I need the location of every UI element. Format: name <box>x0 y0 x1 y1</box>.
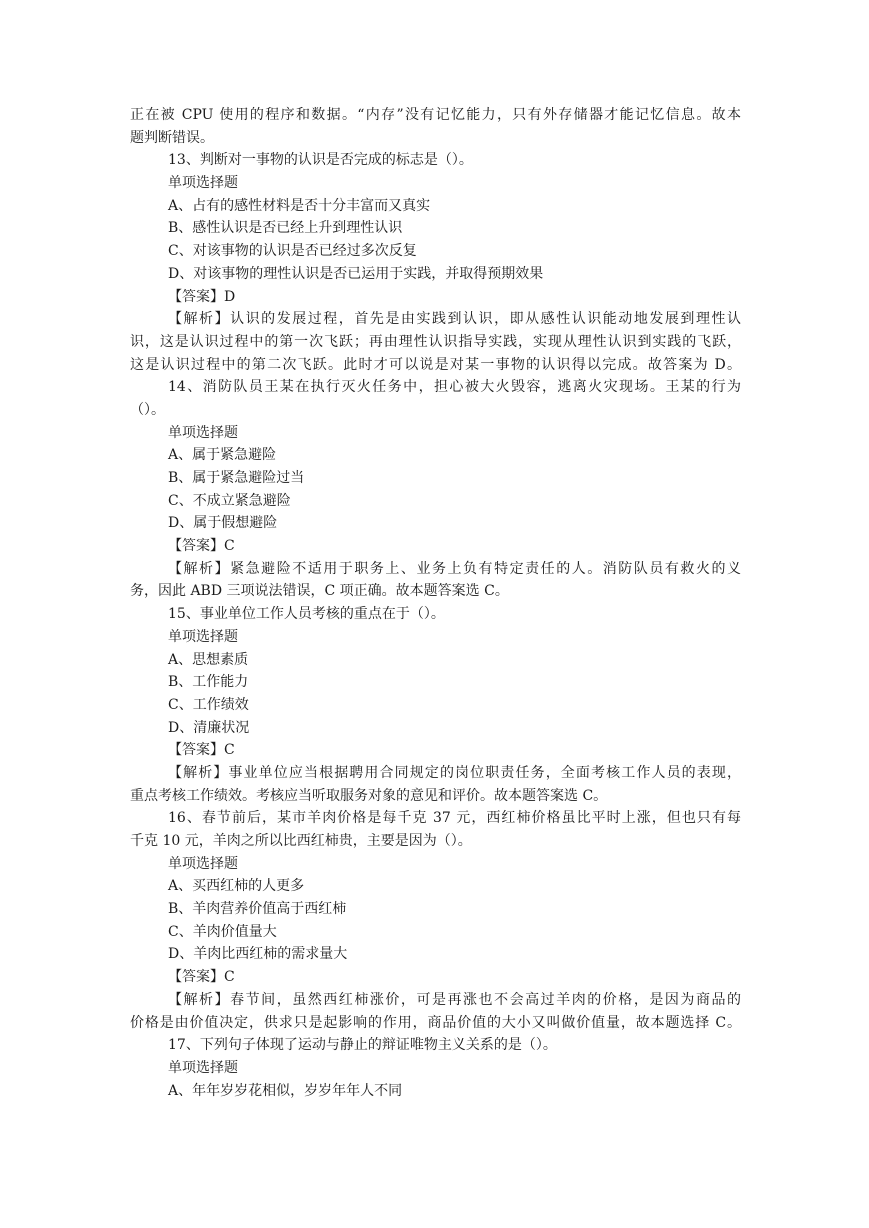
text-line: D、清廉状况 <box>168 719 250 736</box>
text-line: C、工作绩效 <box>168 696 249 713</box>
text-line: 单项选择题 <box>168 1059 238 1076</box>
text-line: 单项选择题 <box>168 175 238 192</box>
text-line: B、感性认识是否已经上升到理性认识 <box>168 220 403 237</box>
text-line: 14、消防队员王某在执行灭火任务中，担心被大火毁容，逃离火灾现场。王某的行为 <box>168 379 741 396</box>
text-line: 【解析】认识的发展过程，首先是由实践到认识，即从感性认识能动地发展到理性认 <box>168 311 741 328</box>
text-line: B、属于紧急避险过当 <box>168 470 305 486</box>
text-line: 单项选择题 <box>168 628 238 645</box>
text-line: 识，这是认识过程中的第一次飞跃；再由理性认识指导实践，实现从理性认识到实践的飞跃， <box>130 333 741 350</box>
text-line: 这是认识过程中的第二次飞跃。此时才可以说是对某一事物的认识得以完成。故答案为 D。 <box>130 356 741 373</box>
text-line: 务，因此 ABD 三项说法错误，C 项正确。故本题答案选 C。 <box>130 583 509 600</box>
text-line: D、羊肉比西红柿的需求量大 <box>168 946 348 963</box>
question-block <box>130 603 741 807</box>
text-line: A、属于紧急避险 <box>168 447 277 464</box>
question-block <box>130 149 741 376</box>
text-line: （）。 <box>130 401 165 418</box>
text-line: A、占有的感性材料是否十分丰富而又真实 <box>168 197 431 214</box>
question-block <box>130 1034 741 1102</box>
text-line: 价格是由价值决定，供求只是起影响的作用，商品价值的大小又叫做价值量，故本题选择 C。 <box>130 1014 741 1031</box>
text-line: A、思想素质 <box>168 651 249 668</box>
text-line: 15、事业单位工作人员考核的重点在于（）。 <box>168 606 445 623</box>
text-line: B、工作能力 <box>168 674 249 691</box>
text-line: C、不成立紧急避险 <box>168 492 291 509</box>
document-page <box>130 104 741 1102</box>
text-line: 千克 10 元，羊肉之所以比西红柿贵，主要是因为（）。 <box>130 833 472 849</box>
text-line: D、属于假想避险 <box>168 515 278 532</box>
text-line: 【答案】C <box>168 742 235 759</box>
text-line: 【解析】春节间，虽然西红柿涨价，可是再涨也不会高过羊肉的价格，是因为商品的 <box>168 991 741 1008</box>
text-line: A、买西红柿的人更多 <box>168 878 305 895</box>
text-line: 16、春节前后，某市羊肉价格是每千克 37 元，西红柿价格虽比平时上涨，但也只有每 <box>168 810 741 827</box>
text-line: 【解析】紧急避险不适用于职务上、业务上负有特定责任的人。消防队员有救火的义 <box>168 560 741 577</box>
text-line: 题判断错误。 <box>130 129 214 146</box>
text-line: 【答案】C <box>168 969 235 986</box>
text-line: 13、判断对一事物的认识是否完成的标志是（）。 <box>168 152 473 169</box>
text-line: D、对该事物的理性认识是否已运用于实践，并取得预期效果 <box>168 265 544 282</box>
question-block <box>130 807 741 1034</box>
text-line: 正在被 CPU 使用的程序和数据。“内存”没有记忆能力，只有外存储器才能记忆信息。故本 <box>130 107 741 123</box>
text-line: 单项选择题 <box>168 855 238 872</box>
text-line: 【答案】D <box>168 288 236 305</box>
text-line: 单项选择题 <box>168 424 238 441</box>
question-block <box>130 104 741 149</box>
question-block <box>130 376 741 603</box>
text-line: 【解析】事业单位应当根据聘用合同规定的岗位职责任务，全面考核工作人员的表现， <box>168 764 741 781</box>
text-line: 【答案】C <box>168 538 235 555</box>
text-line: 重点考核工作绩效。考核应当听取服务对象的意见和评价。故本题答案选 C。 <box>130 787 608 804</box>
text-line: B、羊肉营养价值高于西红柿 <box>168 901 347 918</box>
text-line: C、羊肉价值量大 <box>168 923 277 940</box>
text-line: C、对该事物的认识是否已经过多次反复 <box>168 243 417 260</box>
text-line: 17、下列句子体现了运动与静止的辩证唯物主义关系的是（）。 <box>168 1037 557 1054</box>
text-line: A、年年岁岁花相似，岁岁年年人不同 <box>168 1082 403 1099</box>
